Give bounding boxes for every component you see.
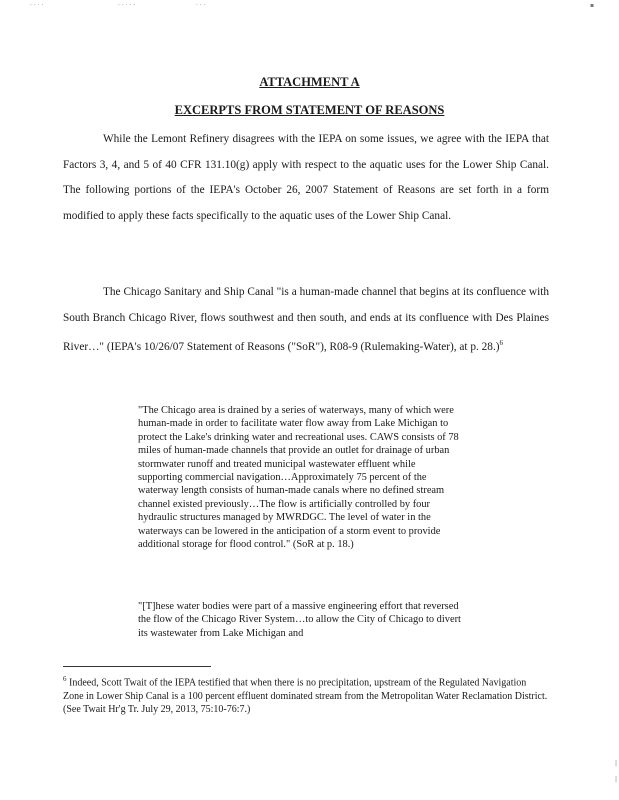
excerpts-heading: EXCERPTS FROM STATEMENT OF REASONS [174,103,445,117]
footnote-text: Indeed, Scott Twait of the IEPA testified that when there is no precipitation, upstream of the Regulated Navigation Zone in Lower Ship Canal is a 100 percent effluent dominated stream from the Metropolitan Water Reclamation District. (See Twait Hr'g Tr. July 29, 2013, 75:10-76:7.) [63,677,548,716]
attachment-heading: ATTACHMENT A [259,75,360,89]
block-quote-2: "[T]hese water bodies were part of a massive engineering effort that reversed the flow of the Chicago River System…to allow the City of Chicago to divert its wastewater from Lake Michigan and [138,601,461,639]
footnote-separator [63,666,211,667]
block-quote-1: "The Chicago area is drained by a series of waterways, many of which were human-made in order to facilitate water flow away from Lake Michigan to protect the Lake's drinking water and recreational uses. CAWS consists of 78 miles of human-made channels that provide an outlet for drainage of urban stormwater runoff and treated municipal wastewater effluent while supporting commercial navigation…Approximately 75 percent of the waterway length consists of human-made canals where no defined stream channel existed previously…The flow is artificially controlled by four hydraulic structures managed by MWRDGC. The level of water in the waterways can be lowered in the anticipation of a storm event to provide additional storage for flood control." (SoR at p. 18.) [138,405,459,551]
document-page: · · · · · · · · · · · · ▪ ATTACHMENT A EXCERPTS FROM STATEMENT OF REASONS While the Lemont Refinery disagrees with the IEPA on some issues, we agree with the IEPA that Factors 3, 4, and 5 of 40 CFR 131.10(g) apply with respect to the aquatic uses for the Lower Ship Canal. The following portions of the IEPA's October 26, 2007 Statement of Reasons are set forth in a form modified to apply these facts specifically to the aquatic uses of the Lower Ship Canal. The Chicago Sanitary and Ship Canal "is a human-made channel that begins at its confluence with South Branch Chicago River, flows southwest and then south, and ends at its confluence with Des Plaines River…" (IEPA's 10/26/07 Statement of Reasons ("SoR"), R08-9 (Rulemaking-Water), at p. 28.)$^6$ "The Chicago area is drained by a series of waterways, many of which were human-made in order to facilitate water flow away from Lake Michigan to protect the Lake's drinking water and recreational uses. CAWS consists of 78 miles of human-made channels that provide an outlet for drainage of urban stormwater runoff and treated municipal wastewater effluent while supporting commercial navigation…Approximately 75 percent of the waterway length consists of human-made canals where no defined stream channel existed previously…The flow is artificially controlled by four hydraulic structures managed by MWRDGC. The level of water in the waterways can be lowered in the anticipation of a storm event to provide additional storage for flood control." (SoR at p. 18.) "[T]hese water bodies were part of a massive engineering effort that reversed the flow of the Chicago River System…to allow the City of Chicago to divert its wastewater from Lake Michigan and $^6$ Indeed, Scott Twait of the IEPA testified that when there is no precipitation, upstream of the Regulated Navigation Zone in Lower Ship Canal is a 100 percent effluent dominated stream from the Metropolitan Water Reclamation District. (See Twait Hr'g Tr. July 29, 2013, 75:10-76:7.) | | [0,0,619,800]
footnote-number: 6 [63,675,67,683]
canal-paragraph-text: The Chicago Sanitary and Ship Canal "is a human-made channel that begins at its confluence with South Branch Chicago River, flows southwest and then south, and ends at its confluence with Des Plaines River…" (IEPA's 10/26/07 Statement of Reasons ("SoR"), R08-9 (Rulemaking-Water), at p. 28.) [63,286,549,353]
footnote [63,673,549,717]
canal-paragraph [63,280,549,360]
scan-edge-mark: | [614,776,617,783]
footnote-reference: 6 [499,339,504,347]
intro-paragraph: While the Lemont Refinery disagrees with the IEPA on some issues, we agree with the IEPA that Factors 3, 4, and 5 of 40 CFR 131.10(g) apply with respect to the aquatic uses for the Lower Ship Canal. The following portions of the IEPA's October 26, 2007 Statement of Reasons are set forth in a form modified to apply these facts specifically to the aquatic uses of the Lower Ship Canal. [63,133,549,222]
scan-edge-mark: | [614,760,617,767]
